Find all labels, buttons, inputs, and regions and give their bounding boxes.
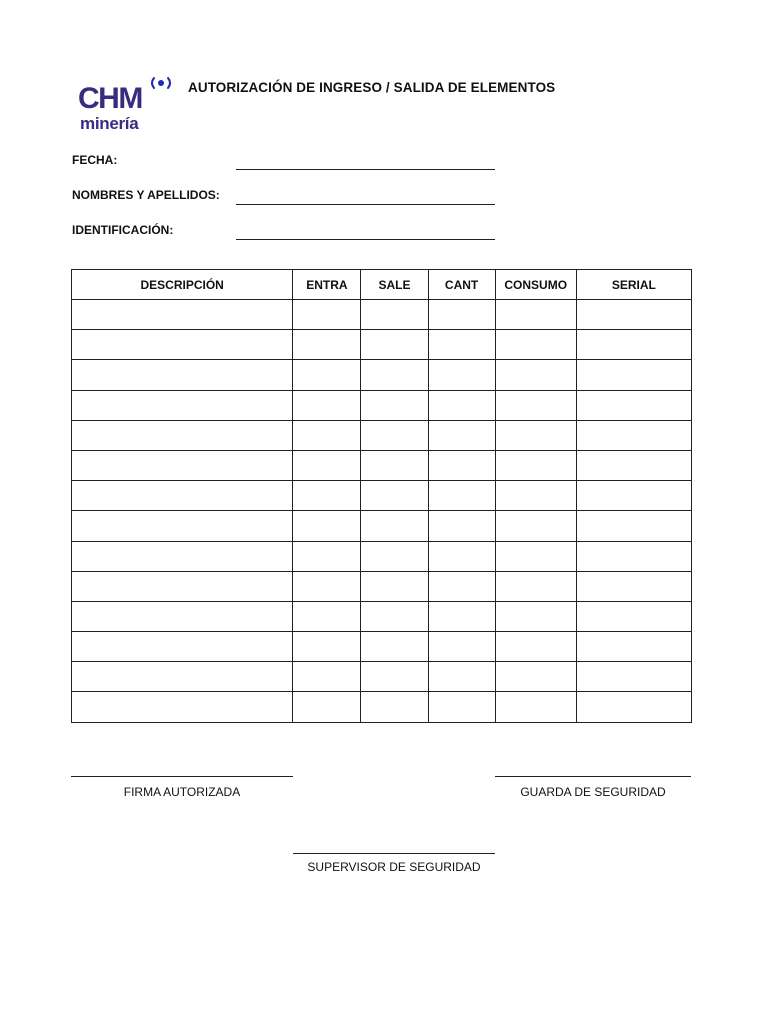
table-cell-consumo[interactable]	[495, 692, 576, 722]
table-cell-entra[interactable]	[293, 300, 361, 330]
column-header-sale: SALE	[361, 270, 428, 300]
chm-mineria-logo	[76, 74, 176, 132]
table-cell-cant[interactable]	[428, 300, 495, 330]
table-cell-entra[interactable]	[293, 662, 361, 692]
table-cell-serial[interactable]	[576, 511, 691, 541]
table-cell-sale[interactable]	[361, 541, 428, 571]
table-cell-entra[interactable]	[293, 601, 361, 631]
table-row	[72, 541, 692, 571]
table-row	[72, 420, 692, 450]
signature-label-guard: GUARDA DE SEGURIDAD	[520, 785, 666, 799]
signature-line-guard[interactable]	[495, 776, 691, 777]
column-header-serial: SERIAL	[576, 270, 691, 300]
table-cell-consumo[interactable]	[495, 300, 576, 330]
table-row	[72, 511, 692, 541]
table-cell-consumo[interactable]	[495, 360, 576, 390]
table-body	[72, 300, 692, 723]
table-cell-sale[interactable]	[361, 420, 428, 450]
table-cell-entra[interactable]	[293, 390, 361, 420]
table-row	[72, 632, 692, 662]
table-cell-sale[interactable]	[361, 390, 428, 420]
table-cell-cant[interactable]	[428, 481, 495, 511]
table-cell-cant[interactable]	[428, 632, 495, 662]
table-cell-entra[interactable]	[293, 481, 361, 511]
table-cell-entra[interactable]	[293, 330, 361, 360]
table-cell-cant[interactable]	[428, 601, 495, 631]
field-line-identificacion[interactable]	[236, 239, 495, 240]
table-row	[72, 601, 692, 631]
table-header-row	[72, 270, 692, 300]
field-line-fecha[interactable]	[236, 169, 495, 170]
table-row	[72, 571, 692, 601]
table-cell-serial[interactable]	[576, 481, 691, 511]
table-cell-serial[interactable]	[576, 420, 691, 450]
table-cell-descripcion[interactable]	[72, 541, 293, 571]
table-cell-sale[interactable]	[361, 360, 428, 390]
field-label-nombres: NOMBRES Y APELLIDOS:	[72, 188, 220, 202]
table-cell-serial[interactable]	[576, 632, 691, 662]
table-cell-serial[interactable]	[576, 390, 691, 420]
table-cell-cant[interactable]	[428, 450, 495, 480]
table-cell-cant[interactable]	[428, 662, 495, 692]
table-cell-sale[interactable]	[361, 300, 428, 330]
table-cell-consumo[interactable]	[495, 541, 576, 571]
table-cell-entra[interactable]	[293, 450, 361, 480]
signature-line-authorized[interactable]	[71, 776, 293, 777]
table-cell-serial[interactable]	[576, 360, 691, 390]
table-cell-entra[interactable]	[293, 360, 361, 390]
table-cell-cant[interactable]	[428, 511, 495, 541]
table-cell-sale[interactable]	[361, 662, 428, 692]
table-cell-cant[interactable]	[428, 571, 495, 601]
column-header-cant: CANT	[428, 270, 495, 300]
table-cell-serial[interactable]	[576, 330, 691, 360]
table-cell-cant[interactable]	[428, 692, 495, 722]
table-cell-cant[interactable]	[428, 390, 495, 420]
signature-label-supervisor: SUPERVISOR DE SEGURIDAD	[307, 860, 481, 874]
table-row	[72, 330, 692, 360]
field-label-identificacion: IDENTIFICACIÓN:	[72, 223, 174, 237]
table-cell-cant[interactable]	[428, 541, 495, 571]
table-cell-descripcion[interactable]	[72, 632, 293, 662]
table-cell-consumo[interactable]	[495, 571, 576, 601]
table-row	[72, 390, 692, 420]
table-cell-cant[interactable]	[428, 330, 495, 360]
table-row	[72, 360, 692, 390]
table-cell-sale[interactable]	[361, 571, 428, 601]
table-cell-descripcion[interactable]	[72, 692, 293, 722]
column-header-descripcion: DESCRIPCIÓN	[72, 270, 293, 300]
table-cell-descripcion[interactable]	[72, 450, 293, 480]
table-cell-consumo[interactable]	[495, 632, 576, 662]
table-cell-serial[interactable]	[576, 601, 691, 631]
table-cell-descripcion[interactable]	[72, 390, 293, 420]
document-title: AUTORIZACIÓN DE INGRESO / SALIDA DE ELEMENTOS	[188, 80, 556, 95]
table-cell-sale[interactable]	[361, 450, 428, 480]
table-cell-sale[interactable]	[361, 632, 428, 662]
table-cell-entra[interactable]	[293, 692, 361, 722]
table-cell-serial[interactable]	[576, 692, 691, 722]
table-cell-entra[interactable]	[293, 541, 361, 571]
table-row	[72, 662, 692, 692]
table-cell-sale[interactable]	[361, 481, 428, 511]
table-cell-serial[interactable]	[576, 541, 691, 571]
field-line-nombres[interactable]	[236, 204, 495, 205]
svg-text:CHM: CHM	[78, 82, 142, 115]
table-cell-consumo[interactable]	[495, 330, 576, 360]
table-cell-cant[interactable]	[428, 420, 495, 450]
table-cell-descripcion[interactable]	[72, 662, 293, 692]
signature-line-supervisor[interactable]	[293, 853, 495, 854]
table-row	[72, 692, 692, 722]
signature-label-authorized: FIRMA AUTORIZADA	[123, 785, 241, 799]
table-cell-consumo[interactable]	[495, 662, 576, 692]
table-cell-descripcion[interactable]	[72, 300, 293, 330]
table-cell-descripcion[interactable]	[72, 420, 293, 450]
items-table	[71, 269, 692, 723]
table-cell-descripcion[interactable]	[72, 330, 293, 360]
table-cell-serial[interactable]	[576, 571, 691, 601]
table-cell-sale[interactable]	[361, 511, 428, 541]
field-label-fecha: FECHA:	[72, 153, 118, 167]
table-row	[72, 481, 692, 511]
table-cell-entra[interactable]	[293, 511, 361, 541]
table-cell-entra[interactable]	[293, 632, 361, 662]
table-cell-consumo[interactable]	[495, 390, 576, 420]
table-cell-consumo[interactable]	[495, 511, 576, 541]
table-cell-consumo[interactable]	[495, 450, 576, 480]
table-cell-consumo[interactable]	[495, 601, 576, 631]
table-cell-consumo[interactable]	[495, 420, 576, 450]
table-cell-sale[interactable]	[361, 692, 428, 722]
svg-text:minería: minería	[80, 114, 139, 132]
table-row	[72, 450, 692, 480]
table-cell-descripcion[interactable]	[72, 481, 293, 511]
table-cell-entra[interactable]	[293, 571, 361, 601]
table-cell-sale[interactable]	[361, 330, 428, 360]
table-cell-sale[interactable]	[361, 601, 428, 631]
table-cell-serial[interactable]	[576, 662, 691, 692]
table-cell-descripcion[interactable]	[72, 601, 293, 631]
table-cell-descripcion[interactable]	[72, 511, 293, 541]
table-cell-descripcion[interactable]	[72, 571, 293, 601]
table-cell-descripcion[interactable]	[72, 360, 293, 390]
table-row	[72, 300, 692, 330]
table-cell-entra[interactable]	[293, 420, 361, 450]
table-cell-serial[interactable]	[576, 450, 691, 480]
column-header-entra: ENTRA	[293, 270, 361, 300]
table-cell-cant[interactable]	[428, 360, 495, 390]
table-cell-consumo[interactable]	[495, 481, 576, 511]
table-cell-serial[interactable]	[576, 300, 691, 330]
column-header-consumo: CONSUMO	[495, 270, 576, 300]
